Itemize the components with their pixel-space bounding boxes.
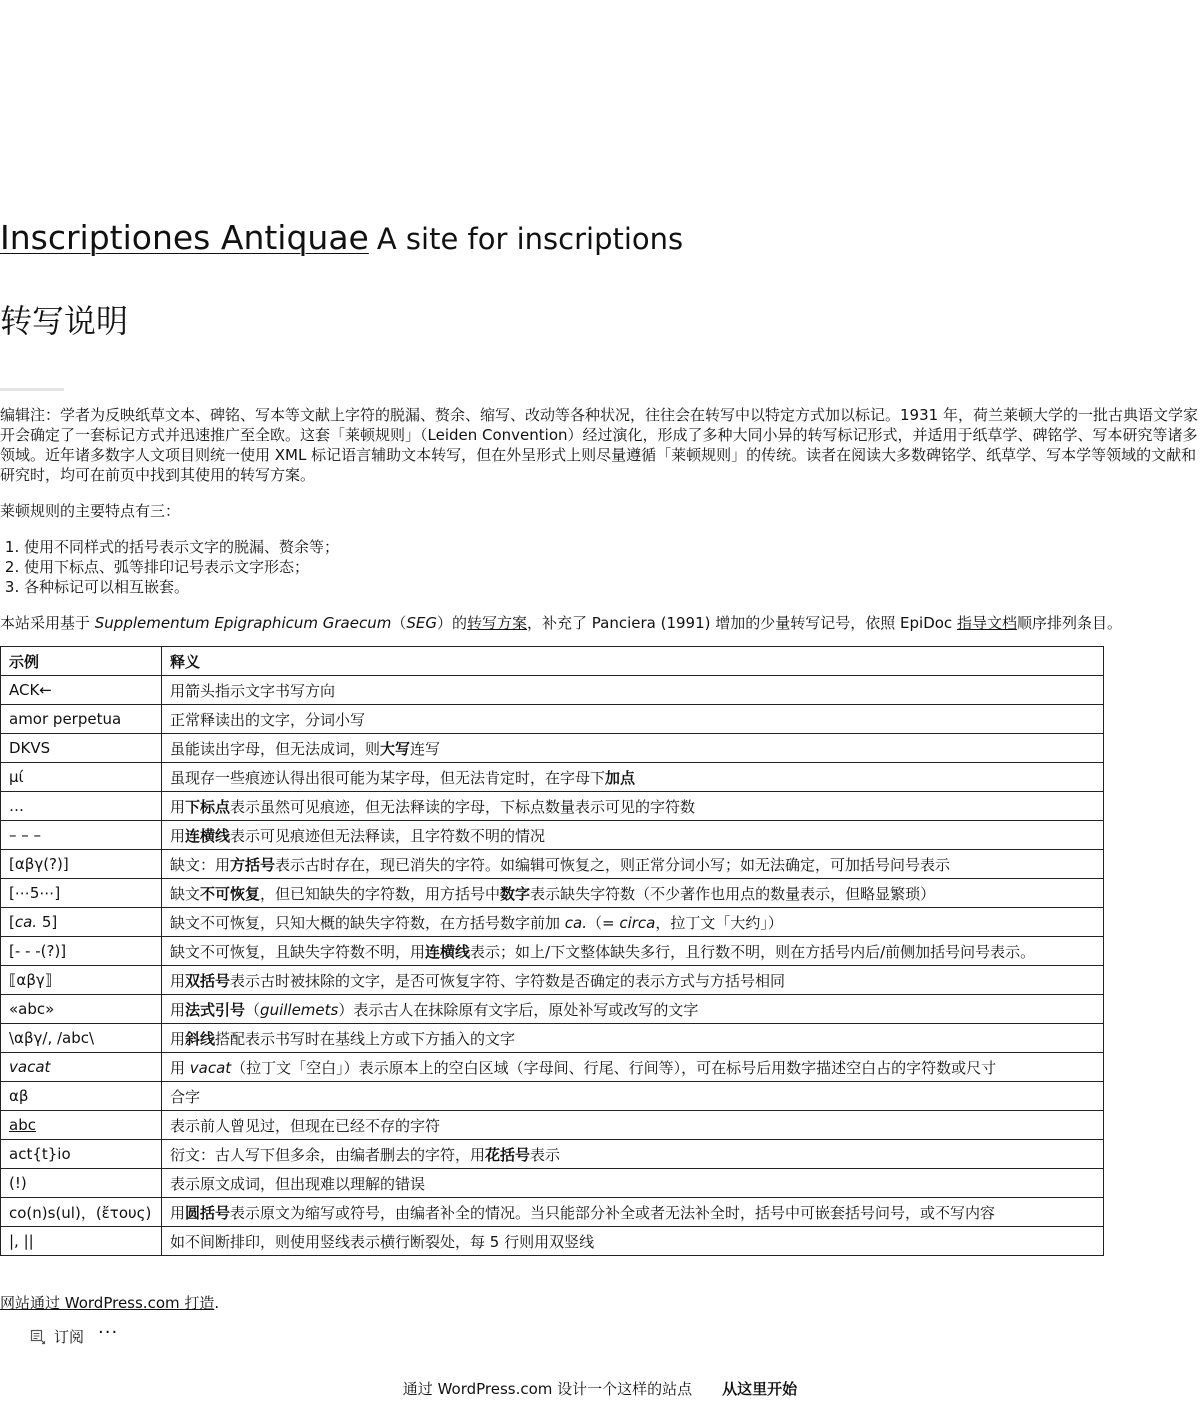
example-cell: vacat <box>1 1053 162 1082</box>
meaning-cell: 正常释读出的文字，分词小写 <box>162 705 1104 734</box>
meaning-cell: 合字 <box>162 1082 1104 1111</box>
list-item: 1. 使用不同样式的括号表示文字的脱漏、赘余等； <box>24 537 1198 557</box>
table-row <box>1 1082 1104 1111</box>
site-header <box>0 218 683 257</box>
table-row <box>1 705 1104 734</box>
table-row <box>1 908 1104 937</box>
meaning-cell: 虽现存一些痕迹认得出很可能为某字母，但无法肯定时，在字母下加点 <box>162 763 1104 792</box>
column-header-meaning: 释义 <box>162 647 1104 676</box>
design-site-link[interactable]: 通过 WordPress.com 设计一个这样的站点 <box>402 1380 693 1398</box>
meaning-cell: 用 vacat（拉丁文「空白」）表示原本上的空白区域（字母间、行尾、行间等），可在标号后用数字描述空白占的字符数或尺寸 <box>162 1053 1104 1082</box>
wordpress-credit-link[interactable]: 网站通过 WordPress.com 打造 <box>0 1294 215 1312</box>
example-cell: DKVS <box>1 734 162 763</box>
title-separator <box>0 388 64 391</box>
footer-credit: 网站通过 WordPress.com 打造. <box>0 1294 220 1312</box>
features-list <box>0 537 1198 597</box>
table-row <box>1 850 1104 879</box>
example-cell: «abc» <box>1 995 162 1024</box>
example-cell: abc <box>1 1111 162 1140</box>
reader-icon <box>30 1329 46 1345</box>
table-row <box>1 763 1104 792</box>
table-row <box>1 1111 1104 1140</box>
meaning-cell: 缺文：用方括号表示古时存在，现已消失的字符。如编辑可恢复之，则正常分词小写；如无法确定，可加括号问号表示 <box>162 850 1104 879</box>
journal-abbr: SEG <box>406 614 437 632</box>
table-row <box>1 1140 1104 1169</box>
example-cell: [ca. 5] <box>1 908 162 937</box>
table-row <box>1 1024 1104 1053</box>
table-row <box>1 1169 1104 1198</box>
table-row <box>1 879 1104 908</box>
column-header-example: 示例 <box>1 647 162 676</box>
page-content <box>0 405 1198 1256</box>
page-title: 转写说明 <box>0 302 129 340</box>
site-description: A site for inscriptions <box>376 222 684 256</box>
meaning-cell: 虽能读出字母，但无法成词，则大写连写 <box>162 734 1104 763</box>
wpcom-banner <box>0 1378 1200 1399</box>
table-row <box>1 966 1104 995</box>
table-row <box>1 1198 1104 1227</box>
example-cell: μί <box>1 763 162 792</box>
meaning-cell: 表示前人曾见过，但现在已经不存的字符 <box>162 1111 1104 1140</box>
more-options-icon[interactable]: ··· <box>98 1321 119 1343</box>
example-cell: [⋯5⋯] <box>1 879 162 908</box>
example-cell: act{t}io <box>1 1140 162 1169</box>
conventions-table <box>0 646 1104 1256</box>
example-cell: ⟦αβγ⟧ <box>1 966 162 995</box>
epidoc-guidelines-link[interactable]: 指导文档 <box>956 614 1017 632</box>
meaning-cell: 用双括号表示古时被抹除的文字，是否可恢复字符、字符数是否确定的表示方式与方括号相同 <box>162 966 1104 995</box>
subscribe-button[interactable]: 订阅 <box>54 1328 85 1346</box>
meaning-cell: 衍文：古人写下但多余，由编者删去的字符，用花括号表示 <box>162 1140 1104 1169</box>
meaning-cell: 缺文不可恢复，且缺失字符数不明，用连横线表示；如上/下文整体缺失多行，且行数不明，则在方括号内后/前侧加括号问号表示。 <box>162 937 1104 966</box>
table-row <box>1 995 1104 1024</box>
meaning-cell: 用连横线表示可见痕迹但无法释读，且字符数不明的情况 <box>162 821 1104 850</box>
table-row <box>1 676 1104 705</box>
meaning-cell: 缺文不可恢复，只知大概的缺失字符数，在方括号数字前加 ca.（= circa，拉丁文「大约」） <box>162 908 1104 937</box>
example-cell: [- - -(?)] <box>1 937 162 966</box>
example-cell: (!) <box>1 1169 162 1198</box>
method-paragraph: 本站采用基于 Supplementum Epigraphicum Graecum（SEG）的转写方案，补充了 Panciera (1991) 增加的少量转写记号，依照 EpiDoc 指导文档顺序排列条目。 <box>0 614 1122 632</box>
table-row <box>1 734 1104 763</box>
example-cell: – – – <box>1 821 162 850</box>
editor-note: 编辑注：学者为反映纸草文本、碑铭、写本等文献上字符的脱漏、赘余、缩写、改动等各种状况，往往会在转写中以特定方式加以标记。1931 年，荷兰莱顿大学的一批古典语文学家开会确定了一套标记方式并迅速推广至全欧。这套「莱顿规则」（Leiden Convention）经过演化，形成了多种大同小异的转写标记形式，并适用于纸草学、碑铭学、写本研究等诸多领域。近年诸多数字人文项目则统一使用 XML 标记语言辅助文本转写，但在外呈形式上则尽量遵循「莱顿规则」的传统。读者在阅读大多数碑铭学、纸草学、写本学等领域的文献和研究时，均可在前页中找到其使用的转写方案。 <box>0 406 1198 484</box>
example-cell: |, || <box>1 1227 162 1256</box>
example-cell: \αβγ/, /abc\ <box>1 1024 162 1053</box>
example-cell: co(n)s(ul)，(ἔτους) <box>1 1198 162 1227</box>
meaning-cell: 用法式引号（guillemets）表示古人在抹除原有文字后，原处补写或改写的文字 <box>162 995 1104 1024</box>
meaning-cell: 如不间断排印，则使用竖线表示横行断裂处，每 5 行则用双竖线 <box>162 1227 1104 1256</box>
example-cell: ACK← <box>1 676 162 705</box>
table-row <box>1 937 1104 966</box>
example-cell: amor perpetua <box>1 705 162 734</box>
table-row <box>1 792 1104 821</box>
meaning-cell: 缺文不可恢复，但已知缺失的字符数，用方括号中数字表示缺失字符数（不少著作也用点的数量表示，但略显繁琐） <box>162 879 1104 908</box>
table-header-row <box>1 647 1104 676</box>
get-started-link[interactable]: 从这里开始 <box>722 1380 798 1398</box>
features-lead: 莱顿规则的主要特点有三： <box>0 502 181 520</box>
table-row <box>1 1227 1104 1256</box>
example-cell: [αβγ(?)] <box>1 850 162 879</box>
meaning-cell: 用圆括号表示原文为缩写或符号，由编者补全的情况。当只能部分补全或者无法补全时，括号中可嵌套括号问号，或不写内容 <box>162 1198 1104 1227</box>
table-row <box>1 1053 1104 1082</box>
list-item: 3. 各种标记可以相互嵌套。 <box>24 577 1198 597</box>
site-title-link[interactable]: Inscriptiones Antiquae <box>0 218 369 257</box>
meaning-cell: 用箭头指示文字书写方向 <box>162 676 1104 705</box>
table-row <box>1 821 1104 850</box>
meaning-cell: 用下标点表示虽然可见痕迹，但无法释读的字母，下标点数量表示可见的字符数 <box>162 792 1104 821</box>
transcription-scheme-link[interactable]: 转写方案 <box>466 614 527 632</box>
example-cell: … <box>1 792 162 821</box>
journal-title: Supplementum Epigraphicum Graecum <box>94 614 392 632</box>
list-item: 2. 使用下标点、弧等排印记号表示文字形态； <box>24 557 1198 577</box>
meaning-cell: 用斜线搭配表示书写时在基线上方或下方插入的文字 <box>162 1024 1104 1053</box>
subscribe-bar <box>30 1321 119 1347</box>
example-cell: αβ <box>1 1082 162 1111</box>
meaning-cell: 表示原文成词，但出现难以理解的错误 <box>162 1169 1104 1198</box>
